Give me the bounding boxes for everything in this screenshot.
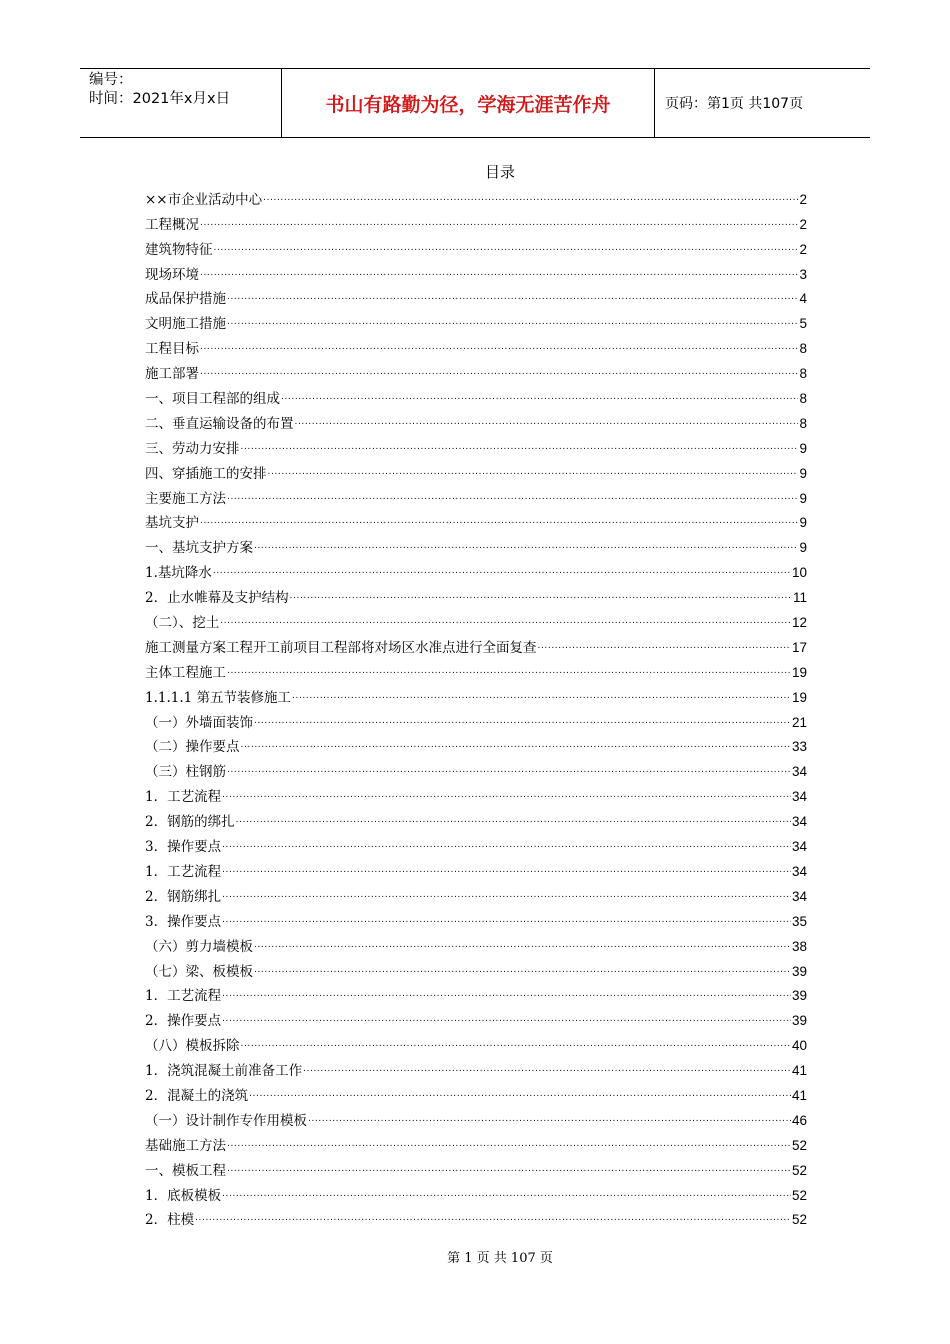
toc-entry[interactable]: [145, 781, 807, 806]
toc-entry-label: （一）外墙面装饰: [145, 714, 253, 731]
toc-entry-label: 工程目标: [145, 341, 199, 358]
toc-leader-dots: [222, 788, 791, 806]
toc-entry-label: 1.基坑降水: [145, 565, 212, 582]
toc-leader-dots: [222, 913, 791, 931]
document-date: 时间：2021年x月x日: [89, 91, 231, 107]
toc-entry[interactable]: [145, 259, 807, 284]
toc-entry-label: （一）设计制作专作用模板: [145, 1112, 307, 1129]
toc-entry[interactable]: [145, 906, 807, 931]
header-page-info: 页码：第1页 共107页: [665, 96, 804, 112]
toc-leader-dots: [241, 440, 799, 458]
toc-entry-label: 1．工艺流程: [145, 789, 222, 806]
toc-entry-page: 34: [791, 814, 807, 830]
toc-entry-label: （六）剪力墙模板: [145, 938, 253, 955]
document-number-label: 编号：: [89, 72, 133, 88]
toc-leader-dots: [254, 714, 791, 732]
toc-leader-dots: [236, 813, 791, 831]
toc-entry-label: （七）梁、板模板: [145, 963, 253, 980]
toc-leader-dots: [222, 838, 791, 856]
toc-entry-page: 33: [791, 739, 807, 755]
toc-entry-page: 21: [791, 714, 807, 730]
toc-entry-label: 一、模板工程: [145, 1162, 226, 1179]
toc-entry[interactable]: [145, 756, 807, 781]
toc-leader-dots: [292, 689, 791, 707]
toc-entry-page: 9: [799, 490, 807, 506]
toc-entry[interactable]: [145, 831, 807, 856]
page-footer: 第 1 页 共 107 页: [447, 1251, 553, 1266]
toc-entry-label: 现场环境: [145, 266, 199, 283]
toc-leader-dots: [538, 639, 791, 657]
toc-entry[interactable]: [145, 508, 807, 533]
toc-leader-dots: [227, 290, 798, 308]
toc-leader-dots: [222, 863, 791, 881]
toc-entry-page: 39: [791, 1013, 807, 1029]
toc-entry[interactable]: [145, 806, 807, 831]
toc-entry-page: 2: [799, 241, 807, 257]
toc-entry-page: 4: [799, 291, 807, 307]
toc-entry[interactable]: [145, 956, 807, 981]
toc-entry-page: 39: [791, 988, 807, 1004]
toc-entry-page: 34: [791, 863, 807, 879]
toc-entry-label: 2．钢筋的绑扎: [145, 814, 235, 831]
toc-entry[interactable]: [145, 532, 807, 557]
toc-entry-label: 1．工艺流程: [145, 863, 222, 880]
toc-entry-page: 38: [791, 938, 807, 954]
document-header: [80, 68, 870, 138]
toc-entry-page: 52: [791, 1187, 807, 1203]
toc-entry-label: 2．止水帷幕及支护结构: [145, 590, 289, 607]
toc-entry-label: 2．钢筋绑扎: [145, 888, 222, 905]
toc-entry-page: 8: [799, 415, 807, 431]
toc-entry[interactable]: [145, 732, 807, 757]
toc-entry[interactable]: [145, 383, 807, 408]
toc-leader-dots: [200, 266, 798, 284]
toc-leader-dots: [268, 465, 799, 483]
toc-entry[interactable]: [145, 234, 807, 259]
toc-entry-label: ××市企业活动中心: [145, 191, 263, 208]
toc-entry-page: 9: [799, 515, 807, 531]
toc-entry-page: 3: [799, 266, 807, 282]
toc-leader-dots: [222, 1187, 791, 1205]
toc-entry-label: 成品保护措施: [145, 291, 226, 308]
toc-entry-label: （二）、挖土: [145, 615, 220, 632]
toc-leader-dots: [295, 415, 799, 433]
toc-entry-label: 二、垂直运输设备的布置: [145, 415, 294, 432]
toc-entry-label: 1．浇筑混凝土前准备工作: [145, 1063, 303, 1080]
toc-entry-label: 3．操作要点: [145, 839, 222, 856]
toc-entry[interactable]: [145, 632, 807, 657]
toc-leader-dots: [290, 589, 792, 607]
toc-entry-label: 主要施工方法: [145, 490, 226, 507]
toc-entry[interactable]: [145, 881, 807, 906]
toc-entry-label: 建筑物特征: [145, 241, 213, 258]
toc-leader-dots: [308, 1112, 791, 1130]
toc-leader-dots: [227, 1162, 791, 1180]
toc-entry-page: 34: [791, 839, 807, 855]
toc-entry-page: 19: [791, 689, 807, 705]
toc-entry-label: 施工测量方案工程开工前项目工程部将对场区水准点进行全面复查: [145, 639, 537, 656]
toc-leader-dots: [263, 191, 798, 209]
toc-entry[interactable]: [145, 981, 807, 1006]
toc-entry[interactable]: [145, 707, 807, 732]
toc-entry-page: 8: [799, 366, 807, 382]
toc-leader-dots: [222, 888, 791, 906]
toc-entry-page: 52: [791, 1212, 807, 1228]
toc-leader-dots: [200, 216, 798, 234]
toc-entry-label: 基坑支护: [145, 515, 199, 532]
toc-entry-page: 8: [799, 391, 807, 407]
toc-entry-label: 基础施工方法: [145, 1137, 226, 1154]
toc-entry-label: 一、项目工程部的组成: [145, 391, 280, 408]
toc-entry-label: 工程概况: [145, 216, 199, 233]
toc-entry-label: 一、基坑支护方案: [145, 540, 253, 557]
toc-entry-label: 2．柱模: [145, 1212, 195, 1229]
toc-entry[interactable]: [145, 657, 807, 682]
toc-leader-dots: [227, 664, 791, 682]
toc-leader-dots: [214, 241, 799, 259]
toc-leader-dots: [241, 1037, 791, 1055]
toc-leader-dots: [222, 987, 791, 1005]
toc-leader-dots: [281, 390, 798, 408]
toc-entry-label: （八）模板拆除: [145, 1038, 240, 1055]
toc-leader-dots: [227, 763, 791, 781]
toc-entry-label: 3．操作要点: [145, 913, 222, 930]
toc-leader-dots: [249, 1087, 791, 1105]
toc-entry[interactable]: [145, 433, 807, 458]
toc-entry[interactable]: [145, 1030, 807, 1055]
toc-leader-dots: [213, 564, 791, 582]
toc-leader-dots: [220, 614, 791, 632]
toc-entry[interactable]: [145, 483, 807, 508]
toc-entry-page: 9: [799, 540, 807, 556]
toc-entry-page: 12: [791, 615, 807, 631]
toc-entry[interactable]: [145, 1080, 807, 1105]
toc-entry[interactable]: [145, 1205, 807, 1230]
toc-title: 目录: [484, 163, 515, 181]
toc-entry-label: 1.1.1.1 第五节装修施工: [145, 689, 292, 706]
toc-entry[interactable]: [145, 408, 807, 433]
toc-entry-label: 2．操作要点: [145, 1013, 222, 1030]
toc-entry-label: 1．底板模板: [145, 1187, 222, 1204]
toc-entry-label: （二）操作要点: [145, 739, 240, 756]
toc-leader-dots: [227, 315, 798, 333]
toc-entry-label: 三、劳动力安排: [145, 440, 240, 457]
toc-leader-dots: [254, 963, 791, 981]
toc-entry-page: 9: [799, 465, 807, 481]
toc-leader-dots: [222, 1012, 791, 1030]
toc-entry[interactable]: [145, 931, 807, 956]
toc-leader-dots: [254, 938, 791, 956]
toc-entry-page: 10: [791, 565, 807, 581]
toc-entry-page: 40: [791, 1038, 807, 1054]
toc-entry[interactable]: [145, 1055, 807, 1080]
toc-entry-page: 5: [799, 316, 807, 332]
toc-entry[interactable]: [145, 856, 807, 881]
toc-leader-dots: [241, 738, 791, 756]
toc-entry-page: 17: [791, 639, 807, 655]
toc-entry[interactable]: [145, 1155, 807, 1180]
toc-entry[interactable]: [145, 682, 807, 707]
toc-entry[interactable]: [145, 1180, 807, 1205]
toc-entry-page: 34: [791, 764, 807, 780]
toc-entry[interactable]: [145, 582, 807, 607]
toc-entry-page: 34: [791, 888, 807, 904]
toc-leader-dots: [227, 1137, 791, 1155]
toc-leader-dots: [200, 365, 798, 383]
toc-entry[interactable]: [145, 333, 807, 358]
toc-entry[interactable]: [145, 308, 807, 333]
toc-entry[interactable]: [145, 1105, 807, 1130]
toc-leader-dots: [200, 514, 798, 532]
toc-entry-page: 19: [791, 664, 807, 680]
toc-leader-dots: [254, 539, 798, 557]
toc-entry[interactable]: [145, 607, 807, 632]
toc-entry-page: 11: [792, 590, 807, 606]
toc-entry-page: 2: [799, 216, 807, 232]
toc-entry-label: 主体工程施工: [145, 664, 226, 681]
toc-entry[interactable]: [145, 284, 807, 309]
toc-entry-page: 39: [791, 963, 807, 979]
toc-entry-label: 文明施工措施: [145, 316, 226, 333]
toc-entry-page: 34: [791, 789, 807, 805]
toc-entry-label: 1．工艺流程: [145, 988, 222, 1005]
header-motto: 书山有路勤为径，学海无涯苦作舟: [282, 69, 655, 137]
toc-entry-label: 施工部署: [145, 366, 199, 383]
toc-entry-page: 41: [791, 1087, 807, 1103]
toc-entry-page: 35: [791, 913, 807, 929]
toc-entry-page: 41: [791, 1063, 807, 1079]
toc-entry-label: 2．混凝土的浇筑: [145, 1087, 249, 1104]
toc-entry[interactable]: [145, 458, 807, 483]
table-of-contents: [145, 184, 807, 1229]
toc-entry[interactable]: [145, 209, 807, 234]
header-meta: [80, 69, 282, 137]
toc-entry-page: 52: [791, 1162, 807, 1178]
toc-entry[interactable]: [145, 1005, 807, 1030]
toc-entry[interactable]: [145, 557, 807, 582]
toc-entry-label: （三）柱钢筋: [145, 764, 226, 781]
toc-entry-page: 2: [799, 191, 807, 207]
toc-entry-page: 46: [791, 1112, 807, 1128]
toc-leader-dots: [195, 1211, 791, 1229]
toc-entry[interactable]: [145, 1130, 807, 1155]
toc-entry-label: 四、穿插施工的安排: [145, 465, 267, 482]
toc-entry-page: 8: [799, 341, 807, 357]
toc-entry-page: 9: [799, 440, 807, 456]
toc-leader-dots: [303, 1062, 791, 1080]
toc-leader-dots: [200, 340, 798, 358]
toc-entry-page: 52: [791, 1137, 807, 1153]
toc-entry[interactable]: [145, 358, 807, 383]
toc-leader-dots: [227, 490, 798, 508]
toc-entry[interactable]: [145, 184, 807, 209]
